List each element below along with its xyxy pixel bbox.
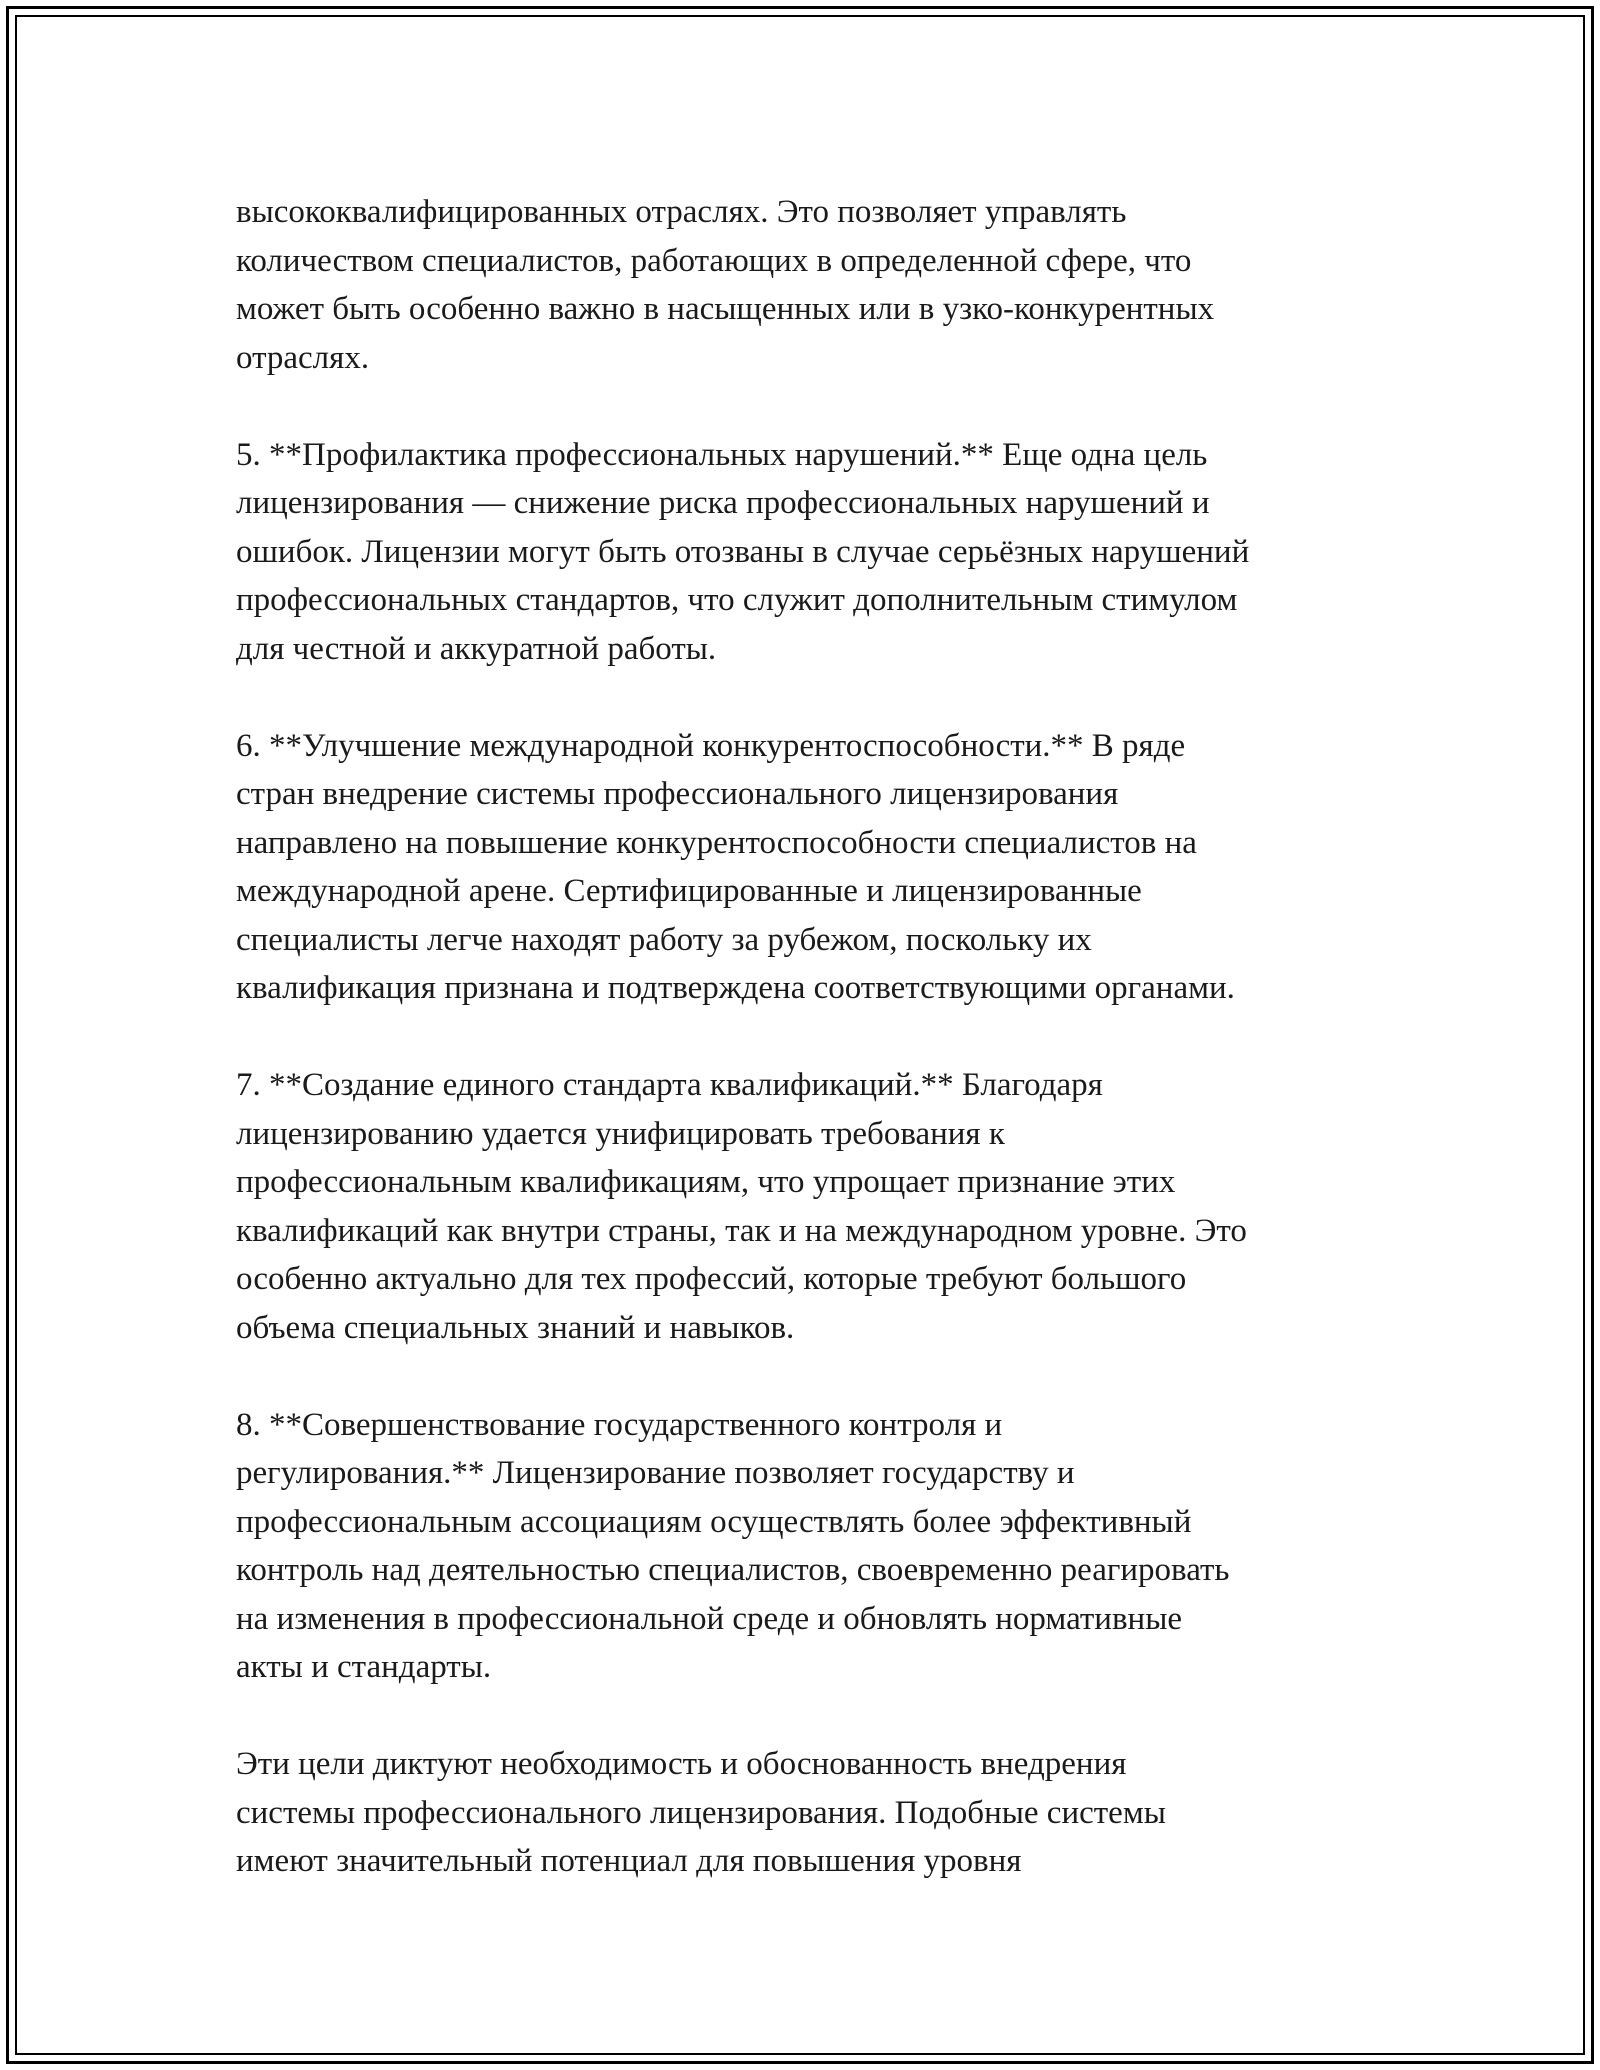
paragraph-item-7: 7. **Создание единого стандарта квалификаций.** Благодаря лицензированию удается унифицировать требования к профессиональным квалификациям, что упрощает признание этих квалификаций как внутри страны, так и на международном уровне. Это особенно актуально для тех профессий, которые требуют большого объема специальных знаний и навыков. [236, 1067, 1247, 1346]
paragraph-item-5: 5. **Профилактика профессиональных нарушений.** Еще одна цель лицензирования — снижение риска профессиональных нарушений и ошибок. Лицензии могут быть отозваны в случае серьёзных нарушений профессиональных стандартов, что служит дополнительным стимулом для честной и аккуратной работы. [236, 436, 1250, 667]
paragraph-intro-continuation: высококвалифицированных отраслях. Это позволяет управлять количеством специалистов, работающих в определенной сфере, что может быть особенно важно в насыщенных или в узко-конкурентных отраслях. [236, 194, 1215, 376]
document-body [236, 188, 1386, 1886]
paragraph-item-8: 8. **Совершенствование государственного контроля и регулирования.** Лицензирование позволяет государству и профессиональным ассоциациям осуществлять более эффективный контроль над деятельностью специалистов, своевременно реагировать на изменения в профессиональной среде и обновлять нормативные акты и стандарты. [236, 1406, 1230, 1685]
paragraph-conclusion: Эти цели диктуют необходимость и обоснованность внедрения системы профессионального лицензирования. Подобные системы имеют значительный потенциал для повышения уровня [236, 1746, 1166, 1879]
paragraph-item-6: 6. **Улучшение международной конкурентоспособности.** В ряде стран внедрение системы профессионального лицензирования направлено на повышение конкурентоспособности специалистов на международной арене. Сертифицированные и лицензированные специалисты легче находят работу за рубежом, поскольку их квалификация признана и подтверждена соответствующими органами. [236, 727, 1235, 1006]
